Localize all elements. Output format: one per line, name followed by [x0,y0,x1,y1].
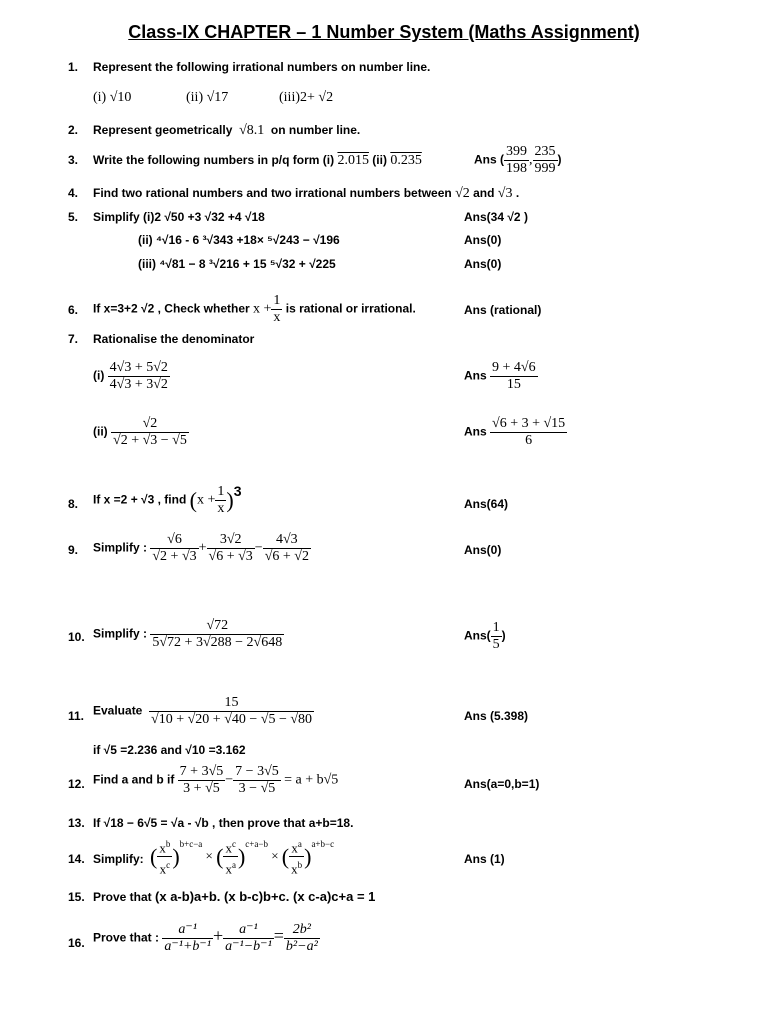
exponent-expression: ( $\frac{x^b}{x^c}$ )$^{b+c-a}$ × ( $\frac{x^c}{x^a}$ )$^{c+a-b}$ × ( $\frac{x^a}{x^b}$ )$^{a+b-c}$ [150,836,334,878]
answer: Ans( $\frac{1}{5}$ ) [464,620,506,652]
question-number: 6. [68,303,79,317]
question-text: Simplify : $\frac{√72}{5√72 + 3√288 - 2√648}$ [93,618,283,650]
question-subpart: (iii) ⁴√81 − 8 ³√216 + 15 ⁵√32 + √225 [138,257,336,271]
question-number: 10. [68,630,85,644]
q1-part-ii: (ii) √17 [186,90,229,105]
question-number: 14. [68,852,85,866]
question-number: 9. [68,543,79,557]
question-text: Represent the following irrational numbers on number line. [93,60,431,74]
answer: Ans (1) [464,852,505,866]
question-text: Write the following numbers in p/q form (i) 2.015 (ii) 0.235 [93,153,422,168]
question-number: 4. [68,186,79,200]
question-text: Represent geometrically √8.1 on number line. [93,123,361,138]
answer: Ans ( $\frac{399}{198}$ , $\frac{235}{999}$ ) [474,144,562,176]
question-text: Find two rational numbers and two irrational numbers between √2 and √3 . [93,186,520,201]
page-title: Class-IX CHAPTER – 1 Number System (Maths Assignment) [128,22,640,42]
answer: Ans $\frac{9 + 4√6}{15}$ [464,360,536,392]
question-text: Evaluate $\frac{15}{√10 + √20 + √40 - √5 - √80}$ [93,695,313,727]
question-number: 15. [68,890,85,904]
question-subpart: (ii) ⁴√16 - 6 ³√343 +18× ⁵√243 − √196 [138,233,340,247]
question-number: 12. [68,777,85,791]
question-number: 8. [68,497,79,511]
q1-part-iii: (iii)2+ √2 [279,90,334,105]
answer: Ans(a=0,b=1) [464,777,540,791]
question-number: 5. [68,210,79,224]
question-number: 3. [68,153,79,167]
question-text: Simplify : $\frac{√6}{√2 + √3}$ + $\frac{3√2}{√6 + √3}$ − $\frac{4√3}{√6 + √2}$ [93,532,309,564]
question-number: 1. [68,60,79,74]
answer: Ans(0) [464,543,502,557]
question-text: Simplify (i)2 √50 +3 √32 +4 √18 [93,210,265,224]
question-number: 7. [68,332,79,346]
question-text: Simplify: [93,852,144,866]
answer: Ans(0) [464,257,502,271]
question-text: Find a and b if $\frac{7 + 3√5}{3 + √5}$ − $\frac{7 - 3√5}{3 - √5}$ = a + b√5 [93,764,339,796]
question-text: If x =2 + √3 , find (x + $\frac{1}{x}$ )3 [93,483,242,516]
answer: Ans (rational) [464,303,542,317]
answer: Ans(34 √2 ) [464,210,528,224]
answer: Ans $\frac{√6 + 3 + √15}{6}$ [464,416,566,448]
question-number: 13. [68,816,85,830]
answer: Ans (5.398) [464,709,529,723]
question-text: If x=3+2 √2 , Check whether x + $\frac{1}{x}$ is rational or irrational. [93,293,416,325]
answer: Ans(64) [464,497,509,511]
q1-part-i: (i) √10 [93,90,132,105]
question-number: 2. [68,123,79,137]
question-number: 11. [68,709,85,723]
q7-part-ii: (ii) $\frac{√2}{√2 + √3 - √5}$ [93,416,187,448]
q7-part-i: (i) $\frac{4√3 + 5√2}{4√3 + 3√2}$ [93,360,168,392]
question-text: Rationalise the denominator [93,332,255,346]
question-number: 16. [68,936,85,950]
question-given: if √5 =2.236 and √10 =3.162 [93,743,246,757]
question-text: Prove that (x a-b)a+b. (x b-c)b+c. (x c-a)c+a = 1 [93,889,376,904]
question-text: If √18 − 6√5 = √a - √b , then prove that a+b=18. [93,816,354,830]
question-text: Prove that : $\frac{\text{a⁻¹}}{\text{a⁻¹+b⁻¹}}$ + $\frac{\text{a⁻¹}}{\text{a⁻¹−b⁻¹}}$ = $\frac{\text{2b²}}{\text{b²−a²}}$ [93,922,318,954]
answer: Ans(0) [464,233,502,247]
